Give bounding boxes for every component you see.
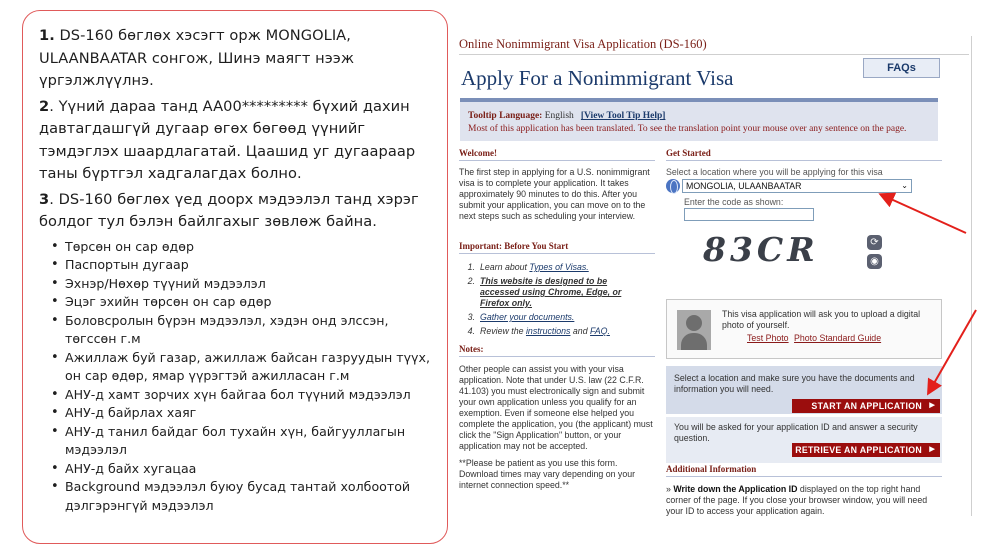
- notes-rule: [459, 356, 655, 357]
- tooltip-help-link[interactable]: [View Tool Tip Help]: [580, 111, 666, 121]
- add1-rest: displayed on the top right hand corner of the page. If you close your browser window, you will need your ID to access your application again.: [666, 484, 928, 516]
- notes-heading: Notes:: [459, 344, 484, 354]
- patience-text: **Please be patient as you use this form. Download times may vary depending on your internet connection speed.**: [459, 458, 636, 490]
- step-2-paragraph: [39, 96, 433, 186]
- list-item: 1. Learn about Types of Visas.: [467, 262, 589, 272]
- location-select[interactable]: [682, 179, 912, 193]
- step-3-number: 3: [39, 190, 50, 208]
- retrieve-application-button[interactable]: RETRIEVE AN APPLICATION ▶: [792, 443, 940, 457]
- refresh-icon[interactable]: ⟳: [867, 235, 882, 250]
- tooltip-language-label: Tooltip Language:: [468, 111, 543, 121]
- imp4-text: Review the: [480, 326, 526, 336]
- welcome-rule: [459, 160, 655, 161]
- list-item: 3. Gather your documents.: [467, 312, 575, 322]
- list-item: • Ажиллаж буй газар, ажиллаж байсан газруудын түүх, он сар өдөр, ямар үүрэгтэй ажилласан г.м: [51, 349, 433, 386]
- get-started-rule: [666, 160, 942, 161]
- step-1-paragraph: [39, 25, 433, 93]
- page-edge-line: [971, 36, 972, 516]
- required-info-list: [39, 238, 433, 516]
- globe-icon: [666, 179, 680, 193]
- ds160-screenshot: [453, 30, 973, 520]
- tooltip-language-value[interactable]: English: [544, 111, 574, 121]
- captcha-image: 83CR: [703, 230, 819, 269]
- imp4-and: and: [570, 326, 591, 336]
- types-of-visas-link[interactable]: Types of Visas.: [529, 262, 589, 272]
- location-label: Select a location where you will be applying for this visa: [666, 167, 883, 177]
- welcome-heading: Welcome!: [459, 148, 497, 158]
- step-1-text: DS-160 бөглөх хэсэгт орж MONGOLIA, ULAANBAATAR сонгож, Шинэ маягт нээж үргэлжлүүлнэ.: [39, 27, 355, 89]
- faqs-button[interactable]: FAQs: [863, 58, 940, 78]
- list-item: • АНУ-д танил байдаг бол тухайн хүн, байгууллагын мэдээлэл: [51, 423, 433, 460]
- additional-info-heading: Additional Information: [666, 464, 757, 474]
- avatar-placeholder-icon: [677, 310, 711, 350]
- imp1-text: Learn about: [480, 262, 530, 272]
- start-text: Select a location and make sure you have the documents and information you will need.: [674, 373, 915, 394]
- photo-text: This visa application will ask you to upload a digital photo of yourself.: [722, 309, 921, 330]
- list-item: • Паспортын дугаар: [51, 256, 433, 275]
- test-photo-link[interactable]: Test Photo: [747, 333, 789, 343]
- list-item: • Background мэдээлэл буюу бусад тантай холбоотой дэлгэрэнгүй мэдээлэл: [51, 478, 433, 515]
- additional-info-rule: [666, 476, 942, 477]
- notes-text: Other people can assist you with your visa application. Note that under U.S. law (22 C.F.R. 41.103) you must electronically sign and submit your own application unless you qualify for an exemption. Even if someone else helped you complete the application, you (the applicant) must click the "Sign Application" button, or your application may not be accepted.: [459, 364, 653, 451]
- instructions-link[interactable]: instructions: [525, 326, 571, 336]
- start-application-button[interactable]: START AN APPLICATION ▶: [792, 399, 940, 413]
- location-value: MONGOLIA, ULAANBAATAR: [686, 181, 802, 191]
- list-item: 4. Review the instructions and FAQ.: [467, 326, 610, 336]
- chevron-down-icon: ⌄: [901, 181, 908, 190]
- list-item: • Төрсөн он сар өдөр: [51, 238, 433, 257]
- gather-documents-link[interactable]: Gather your documents.: [480, 312, 575, 322]
- list-item: • АНУ-д байрлах хаяг: [51, 404, 433, 423]
- list-item: • Боловсролын бүрэн мэдээлэл, хэдэн онд элссэн, төгссөн г.м: [51, 312, 433, 349]
- photo-links: [747, 333, 884, 343]
- get-started-heading: Get Started: [666, 148, 711, 158]
- important-list: [459, 262, 654, 340]
- site-title: Online Nonimmigrant Visa Application (DS-160): [459, 37, 707, 51]
- list-item: 2. This website is designed to be accessed using Chrome, Edge, or Firefox only.: [459, 276, 654, 309]
- list-item: • Эцэг эхийн төрсөн он сар өдөр: [51, 293, 433, 312]
- important-rule: [459, 253, 655, 254]
- photo-standard-link[interactable]: Photo Standard Guide: [794, 333, 882, 343]
- step-3-paragraph: [39, 189, 433, 234]
- step-1-number: 1.: [39, 27, 55, 44]
- list-item: • Эхнэр/Нөхөр түүний мэдээлэл: [51, 275, 433, 294]
- faq-link[interactable]: FAQ.: [590, 326, 610, 336]
- important-heading: Important: Before You Start: [459, 241, 569, 251]
- page-title: Apply For a Nonimmigrant Visa: [461, 66, 734, 90]
- step-2-number: 2: [39, 97, 50, 115]
- welcome-text: The first step in applying for a U.S. nonimmigrant visa is to complete your application. It takes approximately 90 minutes to do this. After you submit your application, you can move on to the next steps such as scheduling your interview.: [459, 167, 650, 221]
- browser-note: This website is designed to be accessed using Chrome, Edge, or Firefox only.: [480, 276, 622, 308]
- captcha-label: Enter the code as shown:: [684, 197, 784, 207]
- captcha-input[interactable]: [684, 208, 814, 221]
- tooltip-bar: [460, 98, 938, 141]
- translation-message: Most of this application has been translated. To see the translation point your mouse over any sentence on the page.: [468, 124, 907, 134]
- audio-icon[interactable]: ◉: [867, 254, 882, 269]
- add1-bold: Write down the Application ID: [673, 484, 798, 494]
- list-item: • АНУ-д байх хугацаа: [51, 460, 433, 479]
- list-item: • АНУ-д хамт зорчих хүн байгаа бол түүний мэдээлэл: [51, 386, 433, 405]
- retrieve-text: You will be asked for your application ID and answer a security question.: [674, 422, 918, 443]
- instruction-card: [22, 10, 448, 544]
- step-2-text: . Үүний дараа танд AA00********* бүхий дахин давтагдашгүй дугаар өгөх бөгөөд үүнийг тэмдэглэх шаардлагатай. Цаашид уг дугаараар таны бүртгэл хадгалагдах болно.: [39, 97, 416, 182]
- captcha-field-group: [684, 197, 814, 227]
- photo-info-box: [666, 299, 942, 359]
- header-divider: [459, 54, 969, 55]
- additional-info-text: » Write down the Application ID displayed on the top right hand corner of the page. If you close your browser window, you will need your ID to access your application again.: [666, 484, 928, 516]
- step-3-text: . DS-160 бөглөх үед доорх мэдээлэл танд хэрэг болдог тул бэлэн байлгахыг зөвлөж байна.: [39, 190, 419, 230]
